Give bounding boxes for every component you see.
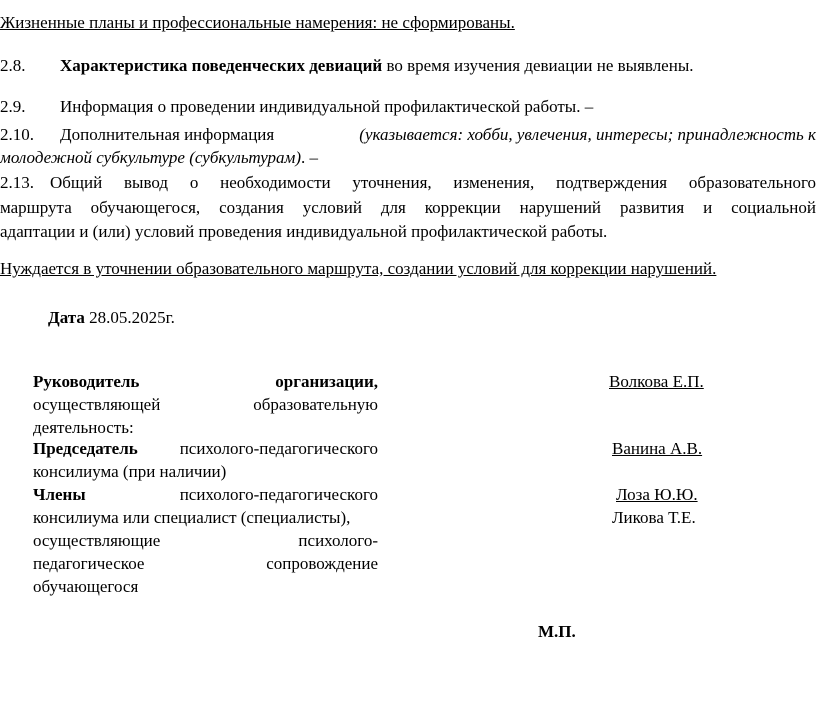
role-text-4a: педагогическое	[33, 554, 145, 573]
section-number: 2.9.	[0, 97, 26, 116]
conclusion-line: Нуждается в уточнении образовательного маршрута, создании условий для коррекции нарушений.	[0, 259, 717, 278]
role-text-2: консилиума (при наличии)	[33, 462, 227, 481]
role-title-2: организации,	[275, 372, 378, 391]
section-2-13	[0, 172, 816, 194]
section-text: Дополнительная информация	[60, 125, 275, 144]
section-2-10	[0, 124, 816, 146]
role-text: осуществляющей	[33, 395, 161, 414]
section-number: 2.8.	[0, 56, 26, 75]
signature-name-chair: Ванина А.В.	[612, 439, 703, 458]
role-text-4b: сопровождение	[266, 554, 378, 573]
section-italic-note: (указывается: хобби, увлечения, интересы; принадлежность к	[359, 125, 816, 144]
section-line-3: адаптации и (или) условий проведения индивидуальной профилактической работы.	[0, 222, 608, 241]
role-title: Члены	[33, 485, 86, 504]
section-number: 2.10.	[0, 125, 34, 144]
role-text-2: консилиума или специалист (специалисты),	[33, 508, 351, 527]
stamp-label: М.П.	[538, 622, 576, 641]
section-italic-note-2: молодежной субкультуре (субкультурам)	[0, 148, 302, 167]
section-text: Информация о проведении индивидуальной профилактической работы. –	[60, 97, 594, 116]
role-title: Руководитель	[33, 372, 140, 391]
date-label: Дата	[48, 308, 85, 327]
section-2-9	[0, 96, 593, 118]
section-text: во время изучения девиации не выявлены.	[382, 56, 694, 75]
section-heading: Характеристика поведенческих девиаций	[60, 56, 383, 75]
role-text-2: образовательную	[253, 395, 378, 414]
signature-block-chair	[33, 437, 378, 483]
role-text: психолого-педагогического	[179, 485, 378, 504]
signature-name-head: Волкова Е.П.	[609, 372, 704, 391]
role-text-3: деятельность:	[33, 418, 134, 437]
role-text-3a: осуществляющие	[33, 531, 161, 550]
role-text-3b: психолого-	[298, 531, 378, 550]
section-tail: . –	[301, 148, 319, 167]
signature-name-member-2: Ликова Т.Е.	[612, 508, 696, 527]
section-number: 2.13.	[0, 173, 34, 192]
date-line	[48, 307, 175, 329]
life-plans-line: Жизненные планы и профессиональные намерения: не сформированы.	[0, 13, 515, 32]
signature-block-head	[33, 370, 378, 439]
section-line-1: Общий вывод о необходимости уточнения, изменения, подтверждения образовательного	[50, 173, 816, 192]
signature-name-member-1: Лоза Ю.Ю.	[616, 485, 698, 504]
role-title: Председатель	[33, 439, 138, 458]
signature-block-members	[33, 483, 378, 598]
section-2-10-continued	[0, 147, 318, 169]
role-text: психолого-педагогического	[179, 439, 378, 458]
date-value: 28.05.2025г.	[89, 308, 175, 327]
section-2-8	[0, 55, 694, 77]
section-line-2: маршрута обучающегося, создания условий для коррекции нарушений развития и социальной	[0, 198, 816, 217]
role-text-5: обучающегося	[33, 577, 139, 596]
